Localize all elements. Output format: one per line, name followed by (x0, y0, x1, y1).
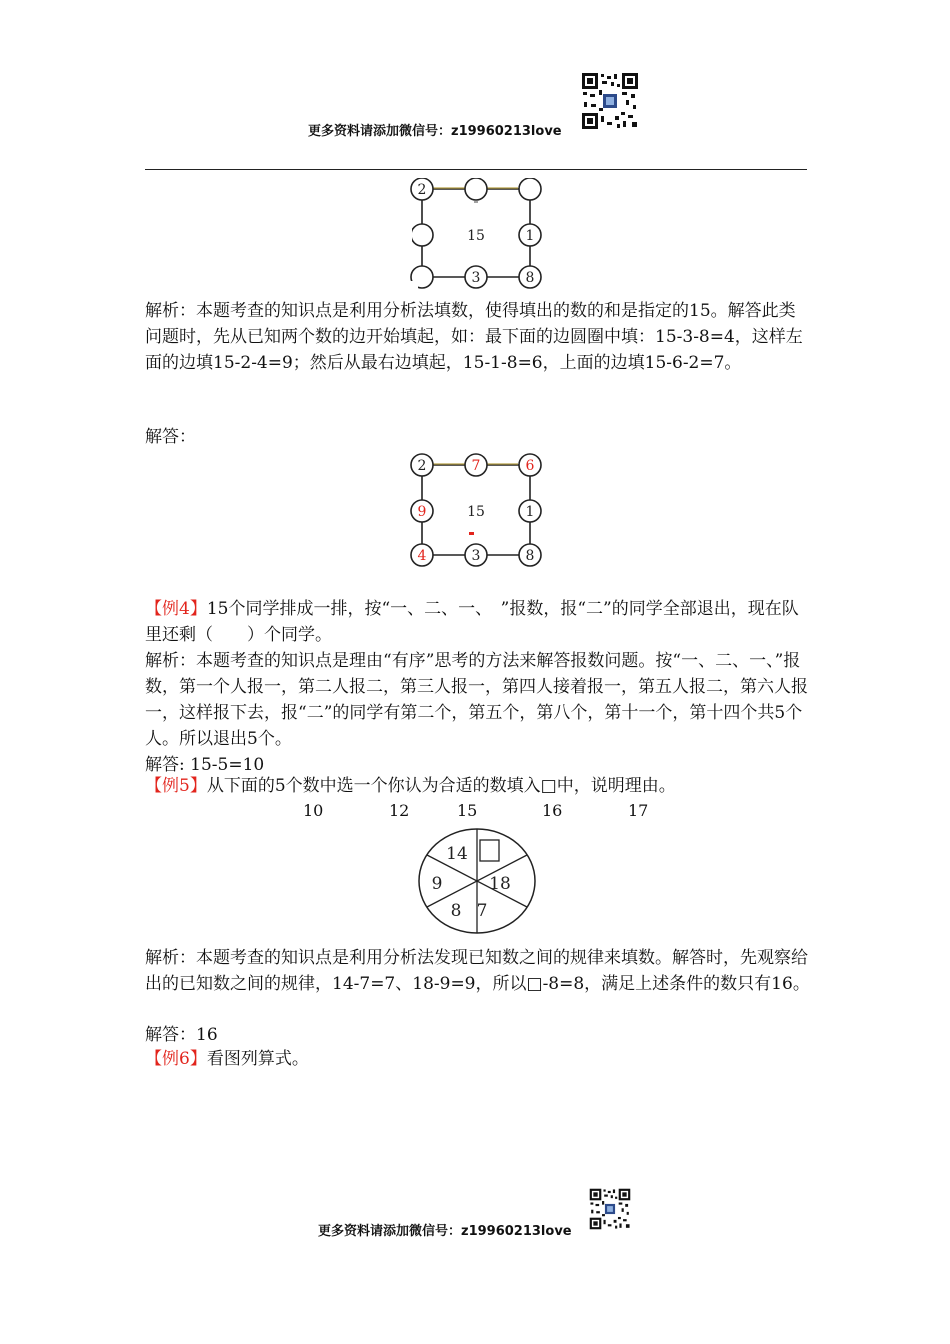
header-divider (145, 169, 807, 170)
choice-17: 17 (628, 801, 649, 820)
example-5-tag: 【例5】 (145, 776, 207, 796)
example-4-explanation: 解析：本题考查的知识点是理由“有序”思考的方法来解答报数问题。按“一、二、一、”报数，第一个人报一，第二人报二，第三人报一，第四人接着报一，第五人报二，第六人报一，这样报下去，报“二”的同学有第二个，第五个，第八个，第十一个，第十四个共5个人。所以退出5个。 (145, 651, 808, 749)
footer-qr-code-icon (589, 1188, 631, 1230)
answer-top-right-number: 6 (525, 458, 535, 474)
example-6-question (145, 1046, 309, 1072)
example-4-question-text: 15个同学排成一排，按“一、二、一、 ”报数，报“二”的同学全部退出，现在队里还剩（ ）个同学。 (145, 599, 799, 645)
wheel-number-8: 8 (450, 901, 462, 921)
puzzle-square-figure (405, 173, 547, 293)
example-5-question (145, 773, 676, 799)
example-5-answer: 解答：16 (145, 1025, 218, 1045)
example-4-answer: 解答: 15-5=10 (145, 755, 265, 775)
blank-answer-box (480, 840, 499, 861)
puzzle-top-left-number: 2 (417, 182, 427, 198)
explanation-3-text: 解析：本题考查的知识点是利用分析法填数，使得填出的数的和是指定的15。解答此类问题时，先从已知两个数的边开始填起，如：最下面的边圆圈中填：15-3-8=4，这样左面的边填15-2-4=9；然后从最右边填起，15-1-8=6，上面的边填15-6-2=7。 (145, 301, 803, 373)
puzzle-right-middle-number: 1 (525, 228, 535, 244)
choice-16: 16 (542, 801, 563, 820)
wheel-number-18: 18 (489, 874, 511, 894)
answer-top-middle-number: 7 (471, 458, 481, 474)
choice-15: 15 (457, 801, 478, 820)
header-qr-code-icon (581, 72, 639, 130)
puzzle-circle-top-middle (465, 178, 487, 200)
example-5-explanation: 解析：本题考查的知识点是利用分析法发现已知数之间的规律来填数。解答时，先观察给出的已知数之间的规律，14-7=7、18-9=9，所以□-8=8，满足上述条件的数只有16。 (145, 948, 810, 994)
answer-bottom-middle-number: 3 (471, 548, 481, 564)
header-wechat-text: 更多资料请添加微信号：z19960213love (308, 124, 562, 139)
answer-bottom-left-number: 4 (417, 548, 427, 564)
example-4-question (145, 596, 810, 648)
number-wheel-figure (417, 826, 537, 936)
puzzle-center-number: 15 (467, 228, 485, 244)
wheel-number-9: 9 (431, 874, 443, 894)
answer-top-left-number: 2 (417, 458, 427, 474)
answer-square-figure (405, 449, 547, 573)
wheel-number-7: 7 (476, 901, 488, 921)
footer-wechat-text: 更多资料请添加微信号：z19960213love (318, 1224, 572, 1239)
puzzle-bottom-middle-number: 3 (471, 270, 481, 286)
wheel-number-14: 14 (446, 844, 468, 864)
example-6-tag: 【例6】 (145, 1049, 207, 1069)
puzzle-circle-top-right (519, 178, 541, 200)
answer-center-number: 15 (467, 504, 485, 520)
puzzle-circle-left-middle (411, 224, 433, 246)
choice-10: 10 (303, 801, 324, 820)
answer-left-middle-number: 9 (417, 504, 427, 520)
answer-bottom-right-number: 8 (525, 548, 535, 564)
choice-12: 12 (389, 801, 410, 820)
answer-right-middle-number: 1 (525, 504, 535, 520)
example-5-question-text: 从下面的5个数中选一个你认为合适的数填入□中，说明理由。 (206, 776, 676, 796)
answer-3-label: 解答： (145, 427, 196, 447)
puzzle-bottom-right-number: 8 (525, 270, 535, 286)
example-4-tag: 【例4】 (145, 599, 207, 619)
example-6-question-text: 看图列算式。 (206, 1049, 309, 1069)
